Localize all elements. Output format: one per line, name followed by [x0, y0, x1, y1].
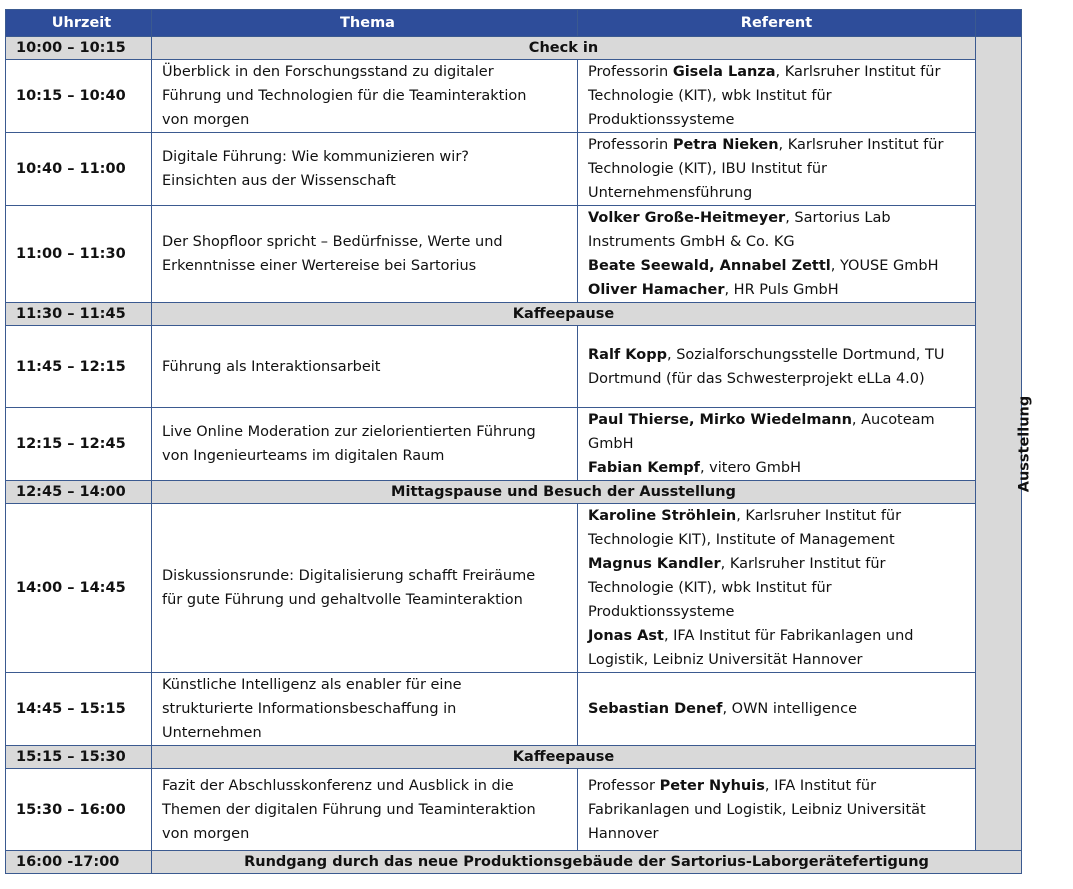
- break-row: [6, 481, 1022, 504]
- speaker-line: [588, 254, 975, 278]
- speaker-name: Magnus Kandler: [588, 556, 721, 572]
- speaker-line: Unternehmensführung: [588, 185, 753, 201]
- topic-line: Digitale Führung: Wie kommunizieren wir?: [162, 149, 469, 165]
- speaker-title: Professor: [588, 777, 660, 794]
- break-label: Check in: [152, 37, 976, 60]
- speaker-affiliation: , IFA Institut für Fabrikanlagen und: [663, 628, 914, 644]
- speaker-affiliation: , Sozialforschungsstelle Dortmund, TU: [666, 346, 945, 363]
- session-row: [6, 408, 1022, 481]
- topic-line: Führung als Interaktionsarbeit: [162, 358, 381, 375]
- speaker-cell: [578, 769, 976, 851]
- speaker-line: [588, 206, 975, 230]
- speaker-cell: [578, 60, 976, 133]
- speaker-line: Logistik, Leibniz Universität Hannover: [588, 652, 863, 668]
- header-row: [6, 10, 1022, 37]
- topic-cell: [152, 326, 578, 408]
- topic-cell: [152, 206, 578, 303]
- session-row: [6, 60, 1022, 133]
- time-cell: 11:45 – 12:15: [6, 326, 152, 408]
- time-cell: 12:15 – 12:45: [6, 408, 152, 481]
- speaker-affiliation: , vitero GmbH: [699, 460, 801, 476]
- break-label: Mittagspause und Besuch der Ausstellung: [152, 481, 976, 504]
- speaker-line: [588, 774, 975, 798]
- speaker-line: [588, 408, 975, 432]
- speaker-name: Beate Seewald, Annabel Zettl: [588, 258, 831, 274]
- header-speaker: Referent: [578, 10, 976, 37]
- topic-cell: [152, 673, 578, 746]
- speaker-line: Technologie KIT), Institute of Management: [588, 532, 895, 548]
- topic-line: Führung und Technologien für die Teaminteraktion: [162, 88, 527, 104]
- time-cell: 15:30 – 16:00: [6, 769, 152, 851]
- topic-line: Der Shopfloor spricht – Bedürfnisse, Werte und: [162, 234, 503, 250]
- time-cell: 10:15 – 10:40: [6, 60, 152, 133]
- topic-cell: [152, 769, 578, 851]
- exhibition-label: Ausstellung: [1016, 395, 1033, 492]
- speaker-affiliation: , Aucoteam: [851, 412, 935, 428]
- speaker-cell: [578, 408, 976, 481]
- speaker-line: [588, 624, 975, 648]
- topic-cell: [152, 60, 578, 133]
- topic-line: Unternehmen: [162, 725, 262, 741]
- speaker-line: [588, 552, 975, 576]
- speaker-line: [588, 697, 975, 721]
- topic-line: Fazit der Abschlusskonferenz und Ausblick in die: [162, 777, 514, 794]
- speaker-name: Volker Große-Heitmeyer: [588, 210, 786, 226]
- speaker-affiliation: , Karlsruher Institut für: [778, 137, 944, 153]
- speaker-cell: [578, 673, 976, 746]
- speaker-affiliation: , Sartorius Lab: [785, 210, 891, 226]
- session-row: [6, 673, 1022, 746]
- time-cell: 16:00 -17:00: [6, 851, 152, 874]
- time-cell: 11:00 – 11:30: [6, 206, 152, 303]
- speaker-name: Gisela Lanza: [672, 64, 776, 80]
- break-row: [6, 746, 1022, 769]
- speaker-name: Petra Nieken: [672, 137, 779, 153]
- session-row: [6, 769, 1022, 851]
- topic-line: von Ingenieurteams im digitalen Raum: [162, 448, 445, 464]
- speaker-affiliation: , OWN intelligence: [722, 701, 858, 717]
- speaker-line: [588, 504, 975, 528]
- session-row: [6, 133, 1022, 206]
- break-row: [6, 851, 1022, 874]
- speaker-affiliation: , YOUSE GmbH: [830, 258, 939, 274]
- session-row: [6, 326, 1022, 408]
- speaker-cell: [578, 504, 976, 673]
- speaker-name: Peter Nyhuis: [659, 777, 765, 794]
- speaker-title: Professorin: [588, 137, 673, 153]
- speaker-line: Dortmund (für das Schwesterprojekt eLLa 4.0): [588, 370, 925, 387]
- header-topic: Thema: [152, 10, 578, 37]
- speaker-cell: [578, 326, 976, 408]
- speaker-line: Fabrikanlagen und Logistik, Leibniz Universität: [588, 801, 926, 818]
- time-cell: 10:00 – 10:15: [6, 37, 152, 60]
- speaker-name: Karoline Ströhlein: [588, 508, 737, 524]
- topic-line: Einsichten aus der Wissenschaft: [162, 173, 396, 189]
- speaker-line: Hannover: [588, 825, 659, 842]
- exhibition-column: [976, 37, 1033, 851]
- speaker-name: Fabian Kempf: [588, 460, 700, 476]
- speaker-line: Produktionssysteme: [588, 604, 735, 620]
- topic-line: für gute Führung und gehaltvolle Teaminteraktion: [162, 592, 523, 608]
- speaker-line: Technologie (KIT), wbk Institut für: [588, 580, 832, 596]
- speaker-affiliation: , Karlsruher Institut für: [720, 556, 886, 572]
- speaker-line: [588, 133, 975, 157]
- agenda: [5, 9, 1033, 874]
- speaker-cell: [578, 206, 976, 303]
- speaker-affiliation: , HR Puls GmbH: [724, 282, 839, 298]
- time-cell: 12:45 – 14:00: [6, 481, 152, 504]
- speaker-line: Technologie (KIT), wbk Institut für: [588, 88, 832, 104]
- speaker-line: [588, 456, 975, 480]
- speaker-cell: [578, 133, 976, 206]
- time-cell: 14:45 – 15:15: [6, 673, 152, 746]
- speaker-name: Oliver Hamacher: [588, 282, 725, 298]
- break-label: Kaffeepause: [152, 746, 976, 769]
- topic-cell: [152, 133, 578, 206]
- time-cell: 14:00 – 14:45: [6, 504, 152, 673]
- time-cell: 11:30 – 11:45: [6, 303, 152, 326]
- time-cell: 10:40 – 11:00: [6, 133, 152, 206]
- topic-line: von morgen: [162, 112, 250, 128]
- speaker-affiliation: , Karlsruher Institut für: [775, 64, 941, 80]
- topic-line: strukturierte Informationsbeschaffung in: [162, 701, 457, 717]
- topic-line: Künstliche Intelligenz als enabler für eine: [162, 677, 462, 693]
- speaker-title: Professorin: [588, 64, 673, 80]
- break-row: [6, 303, 1022, 326]
- agenda-table: [5, 9, 1033, 874]
- speaker-line: Instruments GmbH & Co. KG: [588, 234, 795, 250]
- speaker-name: Paul Thierse, Mirko Wiedelmann: [588, 412, 852, 428]
- speaker-line: Produktionssysteme: [588, 112, 735, 128]
- header-exhibition: [976, 10, 1022, 37]
- topic-cell: [152, 504, 578, 673]
- topic-line: Live Online Moderation zur zielorientierten Führung: [162, 424, 536, 440]
- speaker-line: [588, 278, 975, 302]
- break-row: [6, 37, 1022, 60]
- speaker-affiliation: , IFA Institut für: [764, 777, 877, 794]
- topic-line: Überblick in den Forschungsstand zu digitaler: [162, 64, 494, 80]
- speaker-line: GmbH: [588, 436, 634, 452]
- speaker-line: [588, 60, 975, 84]
- speaker-name: Sebastian Denef: [588, 701, 723, 717]
- speaker-line: Technologie (KIT), IBU Institut für: [588, 161, 827, 177]
- speaker-line: [588, 343, 975, 367]
- break-label: Kaffeepause: [152, 303, 976, 326]
- topic-line: von morgen: [162, 825, 250, 842]
- topic-line: Diskussionsrunde: Digitalisierung schafft Freiräume: [162, 568, 536, 584]
- topic-cell: [152, 408, 578, 481]
- header-time: Uhrzeit: [6, 10, 152, 37]
- session-row: [6, 504, 1022, 673]
- break-label: Rundgang durch das neue Produktionsgebäude der Sartorius-Laborgerätefertigung: [152, 851, 1022, 874]
- speaker-name: Jonas Ast: [588, 628, 664, 644]
- time-cell: 15:15 – 15:30: [6, 746, 152, 769]
- speaker-name: Ralf Kopp: [588, 346, 667, 363]
- topic-line: Themen der digitalen Führung und Teaminteraktion: [162, 801, 536, 818]
- session-row: [6, 206, 1022, 303]
- speaker-affiliation: , Karlsruher Institut für: [736, 508, 902, 524]
- topic-line: Erkenntnisse einer Wertereise bei Sartorius: [162, 258, 477, 274]
